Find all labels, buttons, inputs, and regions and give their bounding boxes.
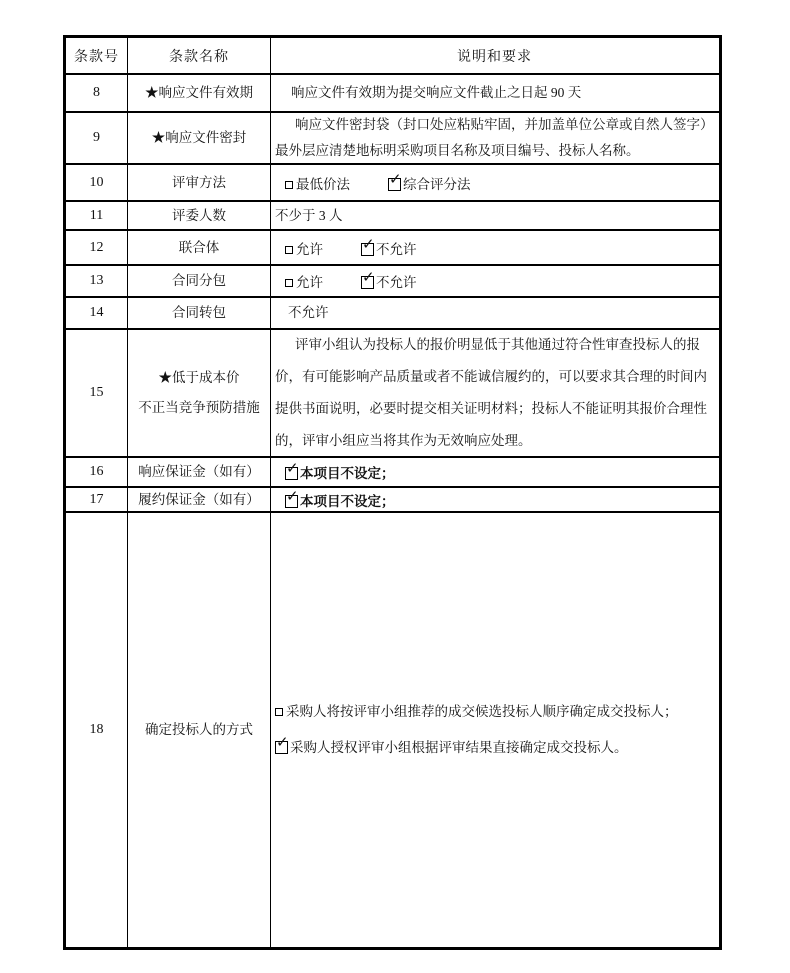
table-row: [66, 113, 719, 165]
clause-name-cell: [128, 458, 271, 486]
table-row: [66, 298, 719, 330]
clause-number: 10: [89, 174, 104, 190]
clause-number: 16: [89, 464, 104, 479]
clause-number-cell: [66, 298, 128, 328]
clause-number-cell: [66, 75, 128, 111]
option: [285, 459, 395, 482]
clause-number-cell: [66, 266, 128, 296]
option-line: [275, 730, 714, 766]
option: [285, 490, 395, 510]
table-row: [66, 165, 719, 202]
options-row: [275, 234, 714, 258]
clause-number: 15: [89, 385, 104, 400]
clause-description-cell: [271, 266, 719, 296]
clause-description-cell: [271, 488, 719, 511]
checkbox-checked-icon: [275, 733, 289, 754]
header-description-label: 说明和要求: [457, 49, 532, 65]
clause-name-cell: [128, 113, 271, 163]
clause-number-cell: [66, 513, 128, 947]
clause-description-cell: [271, 165, 719, 200]
checkbox-checked-icon: [285, 459, 299, 480]
option: [285, 238, 323, 258]
description-text: 不少于 3 人: [275, 207, 343, 223]
description-text: 响应文件密封袋（封口处应粘贴牢固，并加盖单位公章或自然人签字）最外层应清楚地标明采购项目名称及项目编号、投标人名称。: [275, 117, 714, 158]
table-header-row: [66, 38, 719, 75]
options-row: [275, 490, 714, 510]
clause-description-cell: [271, 513, 719, 947]
table-row: [66, 330, 719, 458]
clause-name: 确定投标人的方式: [145, 722, 253, 737]
clause-number-cell: [66, 231, 128, 264]
option-label: 允许: [296, 275, 323, 290]
check-glyph: ✓: [286, 488, 299, 505]
options-row: [275, 169, 714, 193]
clause-name: 评审方法: [172, 174, 226, 190]
clause-number: 14: [89, 305, 104, 320]
table-row: [66, 75, 719, 113]
clause-number: 9: [93, 130, 100, 145]
checkbox-unchecked-icon: [285, 181, 293, 189]
clause-name: 合同转包: [172, 305, 226, 320]
check-glyph: ✓: [389, 169, 402, 188]
checkbox-checked-icon: [285, 488, 299, 508]
clause-name-cell: [128, 330, 271, 456]
clause-name-cell: [128, 231, 271, 264]
option-label: 综合评分法: [403, 176, 471, 192]
clause-name-cell: [128, 165, 271, 200]
clause-name-cell: [128, 488, 271, 511]
clause-description-cell: [271, 75, 719, 111]
clause-name: 联合体: [178, 239, 220, 255]
option: [275, 733, 628, 755]
clause-name: ★响应文件密封: [151, 130, 247, 145]
clause-number: 8: [93, 85, 100, 100]
clause-number-cell: [66, 330, 128, 456]
clause-name-cell: [128, 513, 271, 947]
clause-number-cell: [66, 458, 128, 486]
checkbox-unchecked-icon: [285, 279, 293, 287]
clause-name: ★响应文件有效期: [145, 85, 253, 100]
table-row: [66, 266, 719, 298]
clause-description-cell: [271, 458, 719, 486]
clause-description-cell: [271, 298, 719, 328]
checkbox-checked-icon: [388, 169, 402, 191]
option-label: 本项目不设定；: [300, 466, 395, 481]
table-row: [66, 202, 719, 231]
table-row: [66, 458, 719, 488]
option-label: 不允许: [376, 241, 417, 257]
clause-number: 12: [89, 239, 104, 255]
table-row: [66, 513, 719, 947]
header-clause-name-label: 条款名称: [169, 49, 229, 65]
table-row: [66, 488, 719, 513]
clause-number: 13: [89, 273, 104, 288]
description-text: 不允许: [288, 305, 329, 320]
option: [388, 169, 471, 193]
clause-name-cell: [128, 266, 271, 296]
table-row: [66, 231, 719, 266]
clause-number-cell: [66, 165, 128, 200]
clause-name-cell: [128, 298, 271, 328]
option-label: 最低价法: [296, 176, 350, 192]
options-row: [275, 459, 714, 482]
clause-name: 不正当竞争预防措施: [138, 400, 260, 415]
description-text: 评审小组认为投标人的报价明显低于其他通过符合性审查投标人的报价，有可能影响产品质量或者不能诚信履约的，可以要求其合理的时间内提供书面说明，必要时提交相关证明材料；投标人不能证明其报价合理性的，评审小组应当将其作为无效响应处理。: [275, 337, 707, 448]
clause-name: 响应保证金（如有）: [138, 464, 260, 479]
checkbox-checked-icon: [361, 234, 375, 256]
clause-name: ★低于成本价: [158, 370, 240, 385]
check-glyph: ✓: [276, 733, 289, 751]
clause-name: 履约保证金（如有）: [138, 491, 260, 507]
option: [285, 271, 323, 291]
checkbox-unchecked-icon: [285, 246, 293, 254]
header-clause-name: [128, 38, 271, 73]
clause-description-cell: [271, 330, 719, 456]
clause-number: 17: [89, 491, 104, 507]
header-clause-number: [66, 38, 128, 73]
clause-number: 11: [89, 207, 104, 223]
description-text: 响应文件有效期为提交响应文件截止之日起 90 天: [291, 85, 582, 100]
clause-name-cell: [128, 75, 271, 111]
checkbox-checked-icon: [361, 268, 375, 289]
option: [285, 173, 350, 193]
clause-number-cell: [66, 488, 128, 511]
clause-description-cell: [271, 231, 719, 264]
clause-name-cell: [128, 202, 271, 229]
option-label: 采购人授权评审小组根据评审结果直接确定成交投标人。: [290, 740, 628, 755]
clause-number-cell: [66, 202, 128, 229]
option-line: [275, 694, 714, 730]
header-clause-number-label: 条款号: [74, 49, 119, 65]
option: [361, 234, 417, 258]
checkbox-unchecked-icon: [275, 708, 283, 716]
header-description: [271, 38, 719, 73]
clauses-table: [63, 35, 722, 950]
option-label: 允许: [296, 241, 323, 257]
check-glyph: ✓: [362, 268, 375, 286]
check-glyph: ✓: [362, 234, 375, 253]
option: [361, 268, 417, 291]
clause-description-cell: [271, 113, 719, 163]
clause-number-cell: [66, 113, 128, 163]
clause-name: 合同分包: [172, 273, 226, 288]
clause-name: 评委人数: [172, 207, 226, 223]
option-label: 不允许: [376, 275, 417, 290]
option: [275, 704, 678, 719]
option-label: 本项目不设定；: [300, 493, 395, 509]
options-row: [275, 268, 714, 291]
check-glyph: ✓: [286, 459, 299, 477]
clause-number: 18: [89, 722, 104, 737]
clause-description-cell: [271, 202, 719, 229]
option-label: 采购人将按评审小组推荐的成交候选投标人顺序确定成交投标人；: [286, 704, 678, 719]
